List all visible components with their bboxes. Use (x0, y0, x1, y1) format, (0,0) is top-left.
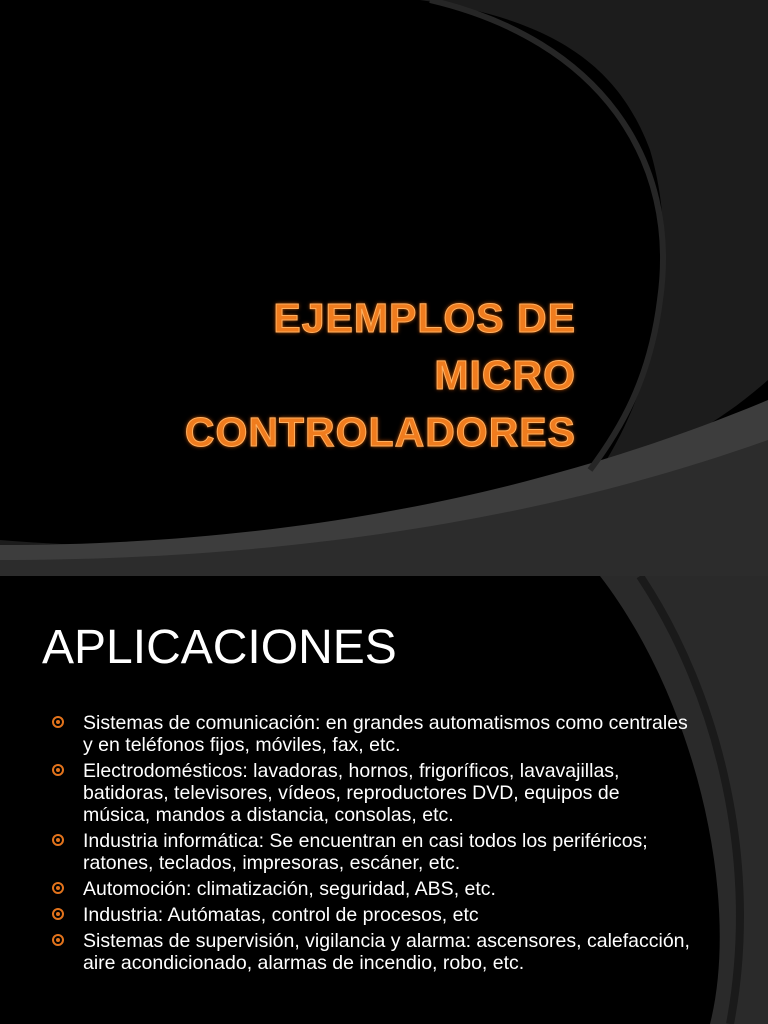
circle-bullet-icon (52, 908, 64, 920)
title-line-1: EJEMPLOS DE (273, 295, 576, 341)
circle-bullet-icon (52, 716, 64, 728)
circle-bullet-icon (52, 882, 64, 894)
list-item (50, 760, 690, 826)
bullet-text: Automoción: climatización, seguridad, ABS, etc. (83, 878, 496, 900)
title-line-3: CONTROLADORES (184, 409, 576, 455)
bullet-text: Sistemas de comunicación: en grandes automatismos como centrales y en teléfonos fijos, móviles, fax, etc. (83, 712, 688, 756)
bullet-text: Electrodomésticos: lavadoras, hornos, frigoríficos, lavavajillas, batidoras, televisores, vídeos, reproductores DVD, equipos de música, mandos a distancia, consolas, etc. (83, 760, 620, 826)
slide-title (16, 290, 576, 461)
bullet-text: Sistemas de supervisión, vigilancia y alarma: ascensores, calefacción, aire acondicionado, alarmas de incendio, robo, etc. (83, 930, 690, 974)
bullet-list (50, 712, 690, 978)
title-line-2: MICRO (434, 352, 576, 398)
circle-bullet-icon (52, 934, 64, 946)
bullet-text: Industria informática: Se encuentran en casi todos los periféricos; ratones, teclados, impresoras, escáner, etc. (83, 830, 648, 874)
list-item (50, 878, 690, 900)
list-item (50, 904, 690, 926)
bullet-text: Industria: Autómatas, control de procesos, etc (83, 904, 479, 926)
slide-heading: APLICACIONES (42, 621, 397, 674)
list-item (50, 830, 690, 874)
content-slide (0, 576, 768, 1024)
circle-bullet-icon (52, 764, 64, 776)
circle-bullet-icon (52, 834, 64, 846)
list-item (50, 930, 690, 974)
list-item (50, 712, 690, 756)
